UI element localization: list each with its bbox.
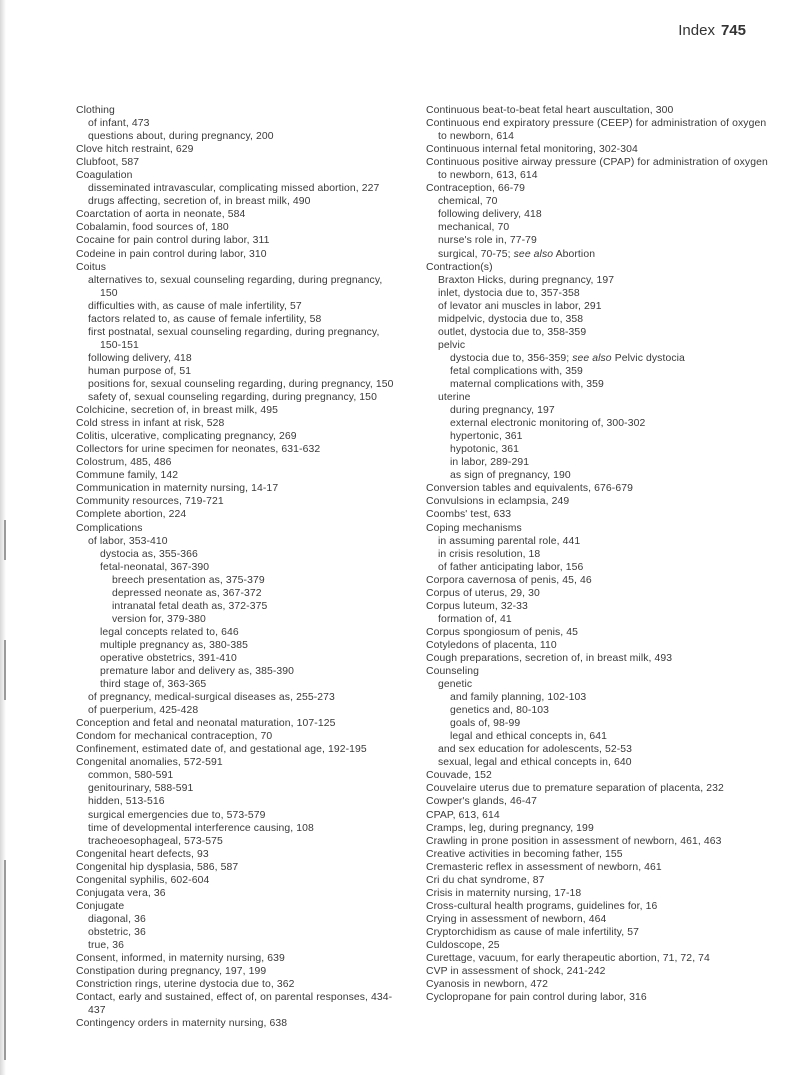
entry-text: Cold stress in infant at risk, 528 — [76, 418, 225, 430]
index-entry — [426, 769, 776, 782]
index-entry — [76, 208, 394, 221]
index-subentry — [76, 574, 394, 587]
entry-text: depressed neonate as, 367-372 — [112, 587, 262, 599]
index-subentry — [76, 352, 394, 365]
index-subentry — [76, 587, 394, 600]
index-subentry — [76, 626, 394, 639]
index-entry — [426, 508, 776, 521]
entry-text: factors related to, as cause of female infertility, 58 — [88, 313, 322, 325]
index-subentry — [426, 234, 776, 247]
index-subentry — [426, 456, 776, 469]
index-entry — [76, 991, 394, 1017]
entry-text: pelvic — [438, 339, 466, 351]
index-subentry — [76, 182, 394, 195]
index-subentry — [426, 391, 776, 404]
index-entry — [426, 182, 776, 195]
index-subentry — [76, 795, 394, 808]
entry-text: of pregnancy, medical-surgical diseases as, 255-273 — [88, 692, 335, 704]
index-subentry — [76, 300, 394, 313]
entry-text: Communication in maternity nursing, 14-17 — [76, 483, 279, 495]
entry-text: Commune family, 142 — [76, 470, 179, 482]
index-entry — [76, 861, 394, 874]
entry-text: Congenital hip dysplasia, 586, 587 — [76, 861, 239, 873]
entry-text: safety of, sexual counseling regarding, during pregnancy, 150 — [88, 392, 377, 404]
entry-text: Complications — [76, 522, 143, 534]
entry-text: Coarctation of aorta in neonate, 584 — [76, 209, 246, 221]
index-entry — [426, 848, 776, 861]
index-subentry — [426, 221, 776, 234]
index-entry — [76, 874, 394, 887]
index-subentry — [76, 313, 394, 326]
entry-text: first postnatal, sexual counseling regarding, during pregnancy, 150-151 — [88, 326, 380, 351]
index-entry — [76, 743, 394, 756]
entry-text: true, 36 — [88, 940, 125, 951]
entry-text: Contingency orders in maternity nursing, 638 — [76, 1018, 288, 1030]
entry-text: nurse's role in, 77-79 — [438, 235, 537, 247]
entry-text: Cotyledons of placenta, 110 — [426, 639, 557, 651]
index-subentry — [426, 535, 776, 548]
entry-text: of labor, 353-410 — [88, 535, 168, 547]
index-subentry — [76, 365, 394, 378]
index-entry — [426, 887, 776, 900]
entry-text: Complete abortion, 224 — [76, 509, 187, 521]
entry-text: Constipation during pregnancy, 197, 199 — [76, 966, 267, 978]
entry-text: of infant, 473 — [88, 118, 150, 130]
entry-text: Consent, informed, in maternity nursing, 639 — [76, 953, 285, 965]
index-entry — [426, 782, 776, 795]
entry-text: Congenital heart defects, 93 — [76, 848, 209, 860]
entry-text: tracheoesophageal, 573-575 — [88, 835, 223, 847]
entry-text: formation of, 41 — [438, 613, 512, 625]
index-subentry — [426, 404, 776, 417]
entry-text: alternatives to, sexual counseling regarding, during pregnancy, 150 — [88, 274, 383, 299]
entry-text: in labor, 289-291 — [450, 457, 530, 469]
entry-text: and sex education for adolescents, 52-53 — [438, 744, 633, 756]
entry-text: Codeine in pain control during labor, 310 — [76, 248, 267, 260]
entry-text: hypertonic, 361 — [450, 431, 523, 443]
index-entry — [76, 404, 394, 417]
entry-text: fetal complications with, 359 — [450, 365, 583, 377]
entry-text: Coagulation — [76, 170, 133, 182]
entry-text: time of developmental interference causing, 108 — [88, 822, 314, 834]
index-subentry — [426, 365, 776, 378]
index-subentry — [426, 730, 776, 743]
index-subentry — [426, 691, 776, 704]
index-entry — [426, 143, 776, 156]
entry-text: in crisis resolution, 18 — [438, 548, 541, 560]
index-subentry — [76, 691, 394, 704]
index-entry — [426, 874, 776, 887]
entry-text: common, 580-591 — [88, 770, 174, 782]
entry-text: Cri du chat syndrome, 87 — [426, 874, 545, 886]
entry-text: human purpose of, 51 — [88, 365, 192, 377]
see-also-reference: see also — [513, 248, 554, 260]
entry-text: Cross-cultural health programs, guidelines for, 16 — [426, 900, 658, 912]
entry-text: goals of, 98-99 — [450, 718, 521, 730]
binding-mark — [4, 640, 6, 700]
entry-text: Cowper's glands, 46-47 — [426, 796, 538, 808]
entry-text: surgical, 70-75; — [438, 248, 511, 260]
index-entry — [426, 156, 776, 182]
entry-text: third stage of, 363-365 — [100, 679, 207, 691]
index-entry — [426, 965, 776, 978]
entry-text: following delivery, 418 — [88, 352, 192, 364]
cross-reference-target: Pelvic dystocia — [611, 352, 685, 364]
entry-text: legal concepts related to, 646 — [100, 626, 239, 638]
entry-text: Continuous positive airway pressure (CPAP) for administration of oxygen to newborn, 613, 614 — [426, 157, 768, 182]
entry-text: sexual, legal and ethical concepts in, 640 — [438, 757, 632, 769]
index-entry — [426, 522, 776, 535]
index-entry — [76, 221, 394, 234]
entry-text: external electronic monitoring of, 300-302 — [450, 418, 646, 430]
entry-text: outlet, dystocia due to, 358-359 — [438, 326, 587, 338]
entry-text: Couvelaire uterus due to premature separation of placenta, 232 — [426, 783, 724, 795]
see-also-reference: see also — [572, 352, 612, 364]
index-subentry — [426, 339, 776, 352]
entry-text: Cobalamin, food sources of, 180 — [76, 222, 229, 234]
index-entry — [426, 626, 776, 639]
index-entry — [426, 913, 776, 926]
entry-text: disseminated intravascular, complicating missed abortion, 227 — [88, 183, 380, 195]
index-subentry — [426, 548, 776, 561]
entry-text: Congenital syphilis, 602-604 — [76, 874, 210, 886]
entry-text: questions about, during pregnancy, 200 — [88, 131, 274, 143]
cross-reference-target: Abortion — [553, 248, 596, 260]
page-number: 745 — [720, 22, 746, 39]
index-subentry — [76, 600, 394, 613]
index-entry — [76, 965, 394, 978]
entry-text: diagonal, 36 — [88, 913, 146, 925]
index-subentry — [426, 561, 776, 574]
index-subentry — [76, 391, 394, 404]
index-entry — [76, 104, 394, 117]
entry-text: obstetric, 36 — [88, 926, 146, 938]
entry-text: during pregnancy, 197 — [450, 405, 555, 417]
entry-text: Conjugata vera, 36 — [76, 887, 166, 899]
index-subentry — [426, 287, 776, 300]
entry-text: genetic — [438, 679, 473, 691]
index-entry — [426, 652, 776, 665]
entry-text: Contraception, 66-79 — [426, 183, 526, 195]
entry-text: of levator ani muscles in labor, 291 — [438, 300, 602, 312]
entry-text: Colchicine, secretion of, in breast milk, 495 — [76, 405, 279, 417]
entry-text: midpelvic, dystocia due to, 358 — [438, 313, 584, 325]
entry-text: Crying in assessment of newborn, 464 — [426, 913, 607, 925]
entry-text: positions for, sexual counseling regarding, during pregnancy, 150 — [88, 378, 394, 390]
entry-text: version for, 379-380 — [112, 613, 206, 625]
index-entry — [426, 952, 776, 965]
index-subentry — [76, 130, 394, 143]
index-subentry — [426, 678, 776, 691]
index-subentry — [76, 704, 394, 717]
index-entry — [426, 809, 776, 822]
entry-text: Coombs' test, 633 — [426, 509, 512, 521]
index-entry — [76, 430, 394, 443]
index-subentry — [76, 926, 394, 939]
index-entry — [426, 665, 776, 678]
index-entry — [76, 261, 394, 274]
entry-text: Cyanosis in newborn, 472 — [426, 979, 548, 991]
entry-text: uterine — [438, 392, 471, 404]
index-entry — [426, 939, 776, 952]
index-entry — [76, 900, 394, 913]
entry-text: Continuous internal fetal monitoring, 302-304 — [426, 144, 638, 156]
entry-text: Community resources, 719-721 — [76, 496, 224, 508]
entry-text: in assuming parental role, 441 — [438, 535, 581, 547]
entry-text: Clubfoot, 587 — [76, 157, 140, 169]
entry-text: Crisis in maternity nursing, 17-18 — [426, 887, 582, 899]
index-subentry — [76, 835, 394, 848]
index-entry — [76, 1017, 394, 1030]
entry-text: premature labor and delivery as, 385-390 — [100, 666, 295, 678]
index-entry — [76, 887, 394, 900]
index-entry — [426, 991, 776, 1004]
index-entry — [426, 900, 776, 913]
index-subentry — [76, 809, 394, 822]
index-subentry — [426, 378, 776, 391]
running-title: Index — [678, 22, 715, 39]
index-subentry — [76, 378, 394, 391]
index-entry — [76, 143, 394, 156]
index-subentry — [426, 352, 776, 365]
index-entry — [426, 261, 776, 274]
index-subentry — [76, 639, 394, 652]
index-entry — [76, 169, 394, 182]
binding-mark — [4, 520, 6, 560]
index-entry — [76, 443, 394, 456]
entry-text: multiple pregnancy as, 380-385 — [100, 639, 248, 651]
entry-text: Corpus luteum, 32-33 — [426, 600, 528, 612]
index-subentry — [76, 548, 394, 561]
entry-text: Cough preparations, secretion of, in breast milk, 493 — [426, 652, 673, 664]
index-entry — [76, 952, 394, 965]
index-subentry — [76, 939, 394, 952]
entry-text: difficulties with, as cause of male infertility, 57 — [88, 300, 302, 312]
entry-text: fetal-neonatal, 367-390 — [100, 561, 210, 573]
index-entry — [426, 639, 776, 652]
index-subentry — [76, 769, 394, 782]
entry-text: Conjugate — [76, 900, 125, 912]
entry-text: legal and ethical concepts in, 641 — [450, 731, 608, 743]
entry-text: of father anticipating labor, 156 — [438, 561, 584, 573]
index-subentry — [426, 443, 776, 456]
entry-text: as sign of pregnancy, 190 — [450, 470, 571, 482]
entry-text: Cramps, leg, during pregnancy, 199 — [426, 822, 594, 834]
index-entry — [76, 417, 394, 430]
index-entry — [76, 508, 394, 521]
index-subentry — [426, 704, 776, 717]
index-entry — [76, 482, 394, 495]
entry-text: Continuous beat-to-beat fetal heart auscultation, 300 — [426, 105, 674, 116]
entry-text: inlet, dystocia due to, 357-358 — [438, 287, 580, 299]
entry-text: Cryptorchidism as cause of male infertility, 57 — [426, 926, 639, 938]
index-subentry — [426, 208, 776, 221]
index-entry — [76, 978, 394, 991]
entry-text: Clove hitch restraint, 629 — [76, 144, 194, 156]
entry-text: Conception and fetal and neonatal maturation, 107-125 — [76, 718, 336, 730]
index-entry — [426, 587, 776, 600]
entry-text: Colostrum, 485, 486 — [76, 457, 172, 469]
entry-text: Corpora cavernosa of penis, 45, 46 — [426, 574, 592, 586]
entry-text: Colitis, ulcerative, complicating pregnancy, 269 — [76, 431, 297, 443]
index-subentry — [76, 678, 394, 691]
entry-text: Constriction rings, uterine dystocia due to, 362 — [76, 979, 295, 991]
index-subentry — [426, 326, 776, 339]
index-subentry — [76, 913, 394, 926]
index-entry — [426, 795, 776, 808]
index-entry — [426, 600, 776, 613]
index-entry — [426, 574, 776, 587]
entry-text: CPAP, 613, 614 — [426, 809, 500, 821]
index-subentry — [76, 561, 394, 574]
index-entry — [426, 495, 776, 508]
entry-text: surgical emergencies due to, 573-579 — [88, 809, 266, 821]
entry-text: breech presentation as, 375-379 — [112, 574, 265, 586]
index-subentry — [426, 195, 776, 208]
entry-text: CVP in assessment of shock, 241-242 — [426, 966, 606, 978]
entry-text: Cyclopropane for pain control during labor, 316 — [426, 992, 647, 1004]
entry-text: chemical, 70 — [438, 196, 498, 208]
index-entry — [426, 104, 776, 117]
index-subentry — [76, 274, 394, 300]
index-subentry — [76, 613, 394, 626]
index-column-right — [426, 104, 776, 1004]
entry-text: Conversion tables and equivalents, 676-679 — [426, 483, 633, 495]
entry-text: Coitus — [76, 261, 107, 273]
entry-text: Convulsions in eclampsia, 249 — [426, 496, 570, 508]
entry-text: Culdoscope, 25 — [426, 940, 500, 951]
entry-text: Coping mechanisms — [426, 522, 522, 534]
page-header — [678, 22, 746, 39]
index-entry — [76, 522, 394, 535]
entry-text: drugs affecting, secretion of, in breast milk, 490 — [88, 196, 311, 208]
entry-text: Condom for mechanical contraception, 70 — [76, 731, 273, 743]
index-entry — [426, 861, 776, 874]
index-entry — [76, 469, 394, 482]
index-entry — [76, 495, 394, 508]
entry-text: Braxton Hicks, during pregnancy, 197 — [438, 274, 615, 286]
index-entry — [76, 730, 394, 743]
entry-text: Confinement, estimated date of, and gestational age, 192-195 — [76, 744, 367, 756]
entry-text: mechanical, 70 — [438, 222, 510, 234]
index-subentry — [426, 300, 776, 313]
entry-text: Counseling — [426, 666, 479, 678]
index-entry — [76, 756, 394, 769]
index-subentry — [426, 717, 776, 730]
index-entry — [426, 978, 776, 991]
entry-text: Corpus spongiosum of penis, 45 — [426, 626, 579, 638]
entry-text: Curettage, vacuum, for early therapeutic abortion, 71, 72, 74 — [426, 953, 710, 965]
index-entry — [426, 117, 776, 143]
index-subentry — [76, 117, 394, 130]
entry-text: intranatal fetal death as, 372-375 — [112, 600, 268, 612]
index-subentry — [426, 430, 776, 443]
index-subentry — [426, 313, 776, 326]
entry-text: Cocaine for pain control during labor, 311 — [76, 235, 270, 247]
entry-text: genetics and, 80-103 — [450, 705, 550, 717]
index-subentry — [426, 756, 776, 769]
entry-text: Clothing — [76, 105, 115, 116]
index-column-left — [76, 104, 394, 1030]
index-subentry — [76, 822, 394, 835]
index-entry — [426, 822, 776, 835]
entry-text: Congenital anomalies, 572-591 — [76, 757, 223, 769]
entry-text: Cremasteric reflex in assessment of newborn, 461 — [426, 861, 662, 873]
entry-text: operative obstetrics, 391-410 — [100, 652, 237, 664]
index-entry — [76, 717, 394, 730]
index-entry — [76, 248, 394, 261]
index-subentry — [426, 417, 776, 430]
index-subentry — [426, 613, 776, 626]
index-subentry — [426, 248, 776, 261]
index-subentry — [426, 274, 776, 287]
entry-text: Contraction(s) — [426, 261, 493, 273]
entry-text: hypotonic, 361 — [450, 444, 519, 456]
index-subentry — [76, 535, 394, 548]
index-subentry — [76, 782, 394, 795]
entry-text: genitourinary, 588-591 — [88, 783, 194, 795]
index-entry — [76, 848, 394, 861]
entry-text: Corpus of uterus, 29, 30 — [426, 587, 540, 599]
entry-text: Creative activities in becoming father, 155 — [426, 848, 623, 860]
binding-mark — [4, 860, 6, 1060]
entry-text: of puerperium, 425-428 — [88, 705, 199, 717]
entry-text: hidden, 513-516 — [88, 796, 165, 808]
entry-text: maternal complications with, 359 — [450, 378, 604, 390]
entry-text: and family planning, 102-103 — [450, 692, 587, 704]
index-entry — [76, 456, 394, 469]
index-subentry — [76, 326, 394, 352]
entry-text: Couvade, 152 — [426, 770, 492, 782]
index-entry — [76, 156, 394, 169]
entry-text: Collectors for urine specimen for neonates, 631-632 — [76, 444, 321, 456]
entry-text: Contact, early and sustained, effect of, on parental responses, 434-437 — [76, 992, 393, 1017]
entry-text: dystocia due to, 356-359; — [450, 352, 570, 364]
index-subentry — [76, 652, 394, 665]
index-entry — [426, 482, 776, 495]
entry-text: Crawling in prone position in assessment of newborn, 461, 463 — [426, 835, 722, 847]
index-subentry — [76, 665, 394, 678]
index-subentry — [426, 469, 776, 482]
index-subentry — [426, 743, 776, 756]
index-entry — [426, 835, 776, 848]
index-entry — [76, 234, 394, 247]
index-entry — [426, 926, 776, 939]
index-subentry — [76, 195, 394, 208]
entry-text: dystocia as, 355-366 — [100, 548, 198, 560]
entry-text: Continuous end expiratory pressure (CEEP) for administration of oxygen to newborn, 614 — [426, 118, 767, 143]
entry-text: following delivery, 418 — [438, 209, 542, 221]
